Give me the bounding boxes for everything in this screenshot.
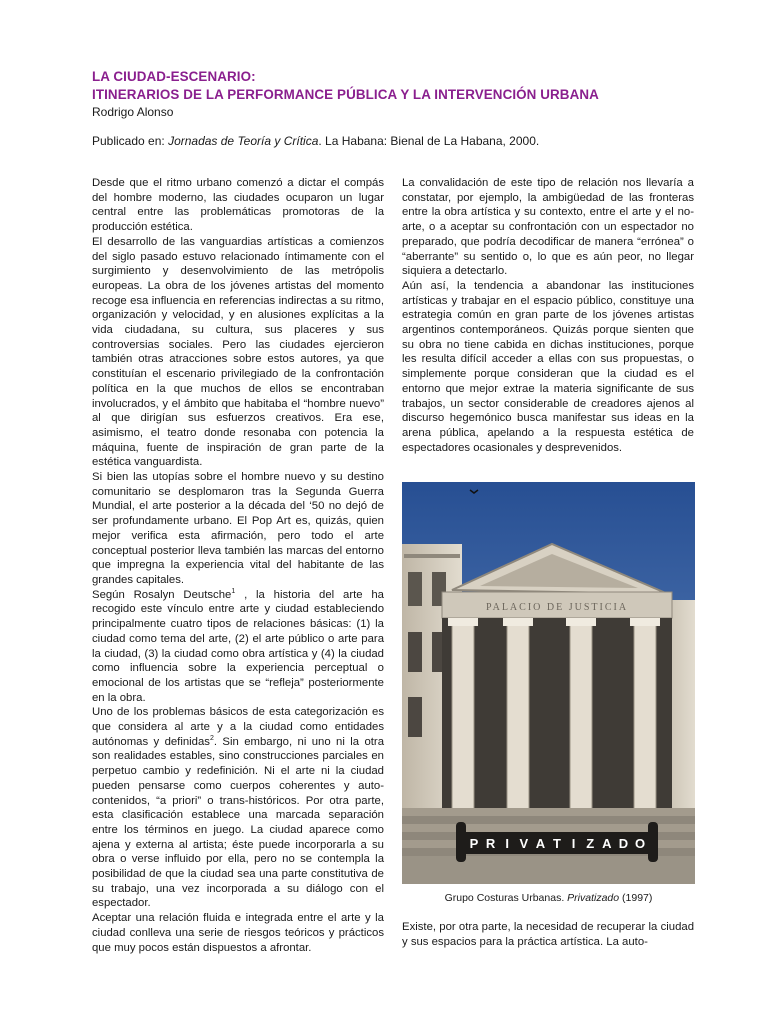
banner-letter: V — [519, 836, 529, 851]
banner-letter: T — [553, 836, 561, 851]
article-header — [92, 68, 692, 121]
caption-prefix: Grupo Costuras Urbanas. — [444, 892, 568, 904]
paragraph: Si bien las utopías sobre el hombre nuevo y su destino comunitario se desplomaron tras la Segunda Guerra Mundial, el arte posterior a la década del ‘50 no dejó de ser profundamente urbano. El Pop Art es, quizás, quien mejor verifica esta afirmación, pero todo el arte conceptual posterior lleva también las marcas del entorno que impregna la experiencia vital del habitante de las grandes capitales. — [92, 471, 384, 586]
banner-letter: P — [469, 836, 479, 851]
banner-letter: O — [634, 836, 646, 851]
banner-letter: D — [618, 836, 629, 851]
author-name: Rodrigo Alonso — [92, 105, 174, 119]
text-run: Uno de los problemas básicos de esta categorización es que considera al arte y a la ciudad como entidades autónomas y definidas — [92, 706, 384, 748]
paragraph — [92, 705, 384, 911]
banner-letter: I — [571, 836, 576, 851]
banner-letter: R — [485, 836, 496, 851]
banner-letter: A — [602, 836, 612, 851]
building-photo-illustration — [402, 482, 695, 884]
article-title-line-1: LA CIUDAD-ESCENARIO: — [92, 69, 256, 84]
paragraph: El desarrollo de las vanguardias artísticas a comienzos del siglo pasado estuvo relacionado íntimamente con el surgimiento y desenvolvimiento de las metrópolis europeas. La obra de los jóvenes artistas del momento recoge esa influencia en referencias indirectas a su ritmo, organización y velocidad, y en alusiones explícitas a la vida ciudadana, su cultura, sus placeres y sus controversias sociales. Pero las ciudades ejercieron también otras atracciones sobre estos autores, ya que constituían el escenario privilegiado de la confrontación política en la que muchos de ellos se encontraban involucrados, y el ámbito que habitaba el “hombre nuevo” al que dirigían sus esfuerzos creativos. Era ese, asimismo, el teatro donde resonaba con potencia la máquina, fuente de inspiración de gran parte de la estética vanguardista. — [92, 235, 384, 469]
banner-letter: Z — [586, 836, 595, 851]
building-photo — [402, 482, 695, 884]
paragraph: Desde que el ritmo urbano comenzó a dictar el compás del hombre moderno, las ciudades ocuparon un lugar central entre las problemáticas promotoras de la producción estética. — [92, 177, 384, 234]
frieze-text: PALACIO DE JUSTICIA — [485, 602, 629, 613]
publication-suffix: . La Habana: Bienal de La Habana, 2000. — [318, 134, 540, 148]
left-column — [92, 176, 384, 955]
article-title-line-2: ITINERARIOS DE LA PERFORMANCE PÚBLICA Y LA INTERVENCIÓN URBANA — [92, 87, 599, 102]
paragraph: La convalidación de este tipo de relación nos llevaría a constatar, por ejemplo, la ambigüedad de las fronteras entre la obra artística y su contexto, entre el arte y el no-arte, o a aceptar su confrontación con un espectador no preparado, que podría decodificar de manera “errónea” o “aberrante” su sentido o, lo que es aún peor, no llegar siquiera a detectarlo. — [402, 177, 694, 278]
banner-letter: I — [505, 836, 510, 851]
publication-venue: Jornadas de Teoría y Crítica — [168, 134, 319, 148]
footnote-ref[interactable]: 1 — [231, 587, 236, 595]
right-column — [402, 176, 694, 455]
paragraph — [92, 588, 384, 706]
caption-title: Privatizado — [567, 892, 620, 904]
text-run: Según Rosalyn Deutsche — [92, 588, 232, 601]
text-run: . Sin embargo, ni uno ni la otra son realidades estables, sino construcciones parciales en perpetuo cambio y redefinición. Ni el arte ni la ciudad pueden pensarse como cuerpos coherentes y auto-contenidos, “a priori” o trans-históricos. Por otra parte, esta clasificación establece una marcada separación entre los términos en juego. La ciudad aparece como ajena y externa al artista; éste puede incorporarla a su obra o verse influido por ella, pero no se contempla la posibilidad de que la ciudad sea una parte constitutiva de su trabajo, una vez incorporada a su diálogo con el espectador. — [92, 735, 384, 910]
figure-caption — [402, 892, 695, 905]
paragraph: Aceptar una relación fluida e integrada entre el arte y la ciudad conlleva una serie de riesgos teóricos y prácticos que muy pocos están dispuestos a afrontar. — [92, 912, 384, 954]
footnote-ref[interactable]: 2 — [209, 734, 214, 742]
paragraph: Aún así, la tendencia a abandonar las instituciones artísticas y trabajar en el espacio público, constituye una estrategia común en gran parte de los jóvenes artistas argentinos contemporáneos. Quizás porque sienten que su obra no tiene cabida en dichas instituciones, porque les resulta difícil acceder a ellas con sus propuestas, o simplemente porque consideran que la ciudad es el entorno que mejor extrae la materia significante de sus trabajos, un sector considerable de creadores ajenos al discurso hegemónico busca manifestar sus ideas en la arena pública, apelando a la respuesta estética de espectadores ocasionales y desprevenidos. — [402, 279, 694, 454]
publication-prefix: Publicado en: — [92, 134, 169, 148]
paragraph: Existe, por otra parte, la necesidad de recuperar la ciudad y sus espacios para la práctica artística. La auto- — [402, 921, 694, 948]
text-run: , la historia del arte ha recogido este vínculo entre arte y ciudad estableciendo principalmente cuatro tipos de relaciones básicas: (1) la ciudad como tema del arte, (2) el arte público o arte para la ciudad, (3) la ciudad como obra artística y (4) la ciudad como influencia sobre la experiencia perceptual o emocional de los artistas que se “refleja” posteriormente en la obra. — [92, 588, 384, 704]
publication-note — [92, 133, 692, 149]
banner-letter: A — [535, 836, 546, 851]
caption-suffix: (1997) — [619, 892, 653, 904]
